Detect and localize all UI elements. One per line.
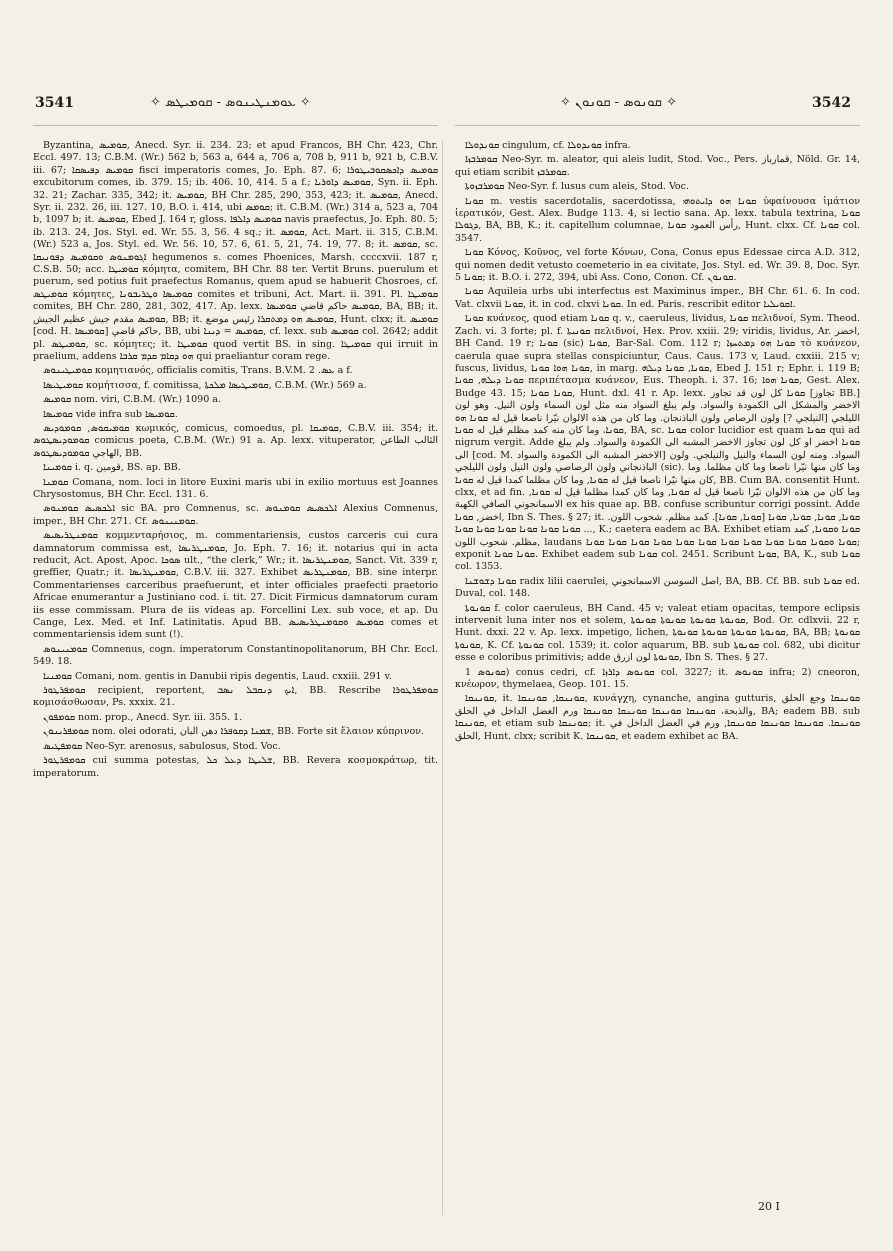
dictionary-entry: ܩܘܢܐ κυάνεος, quod etiam ܩܘܢܐ q. v., caeruleus, lividus, ܩܘܢܐ πελιδνοί, Sym. Theod. Zach. vi. 3 forte; pl. f. ܩܘܢܝܬܐ πελιδνοί, Hex. Prov. xxiii. 29; viridis, lividus, Ar. اخضر, BH Cand. 19 r; ܩܘܢܐ (sic) ܩܘܢܐ, Bar-Sal. Com. 112 r; ܩܘܢܐ ܗܘ ܕܡܬܚܙܐ τὸ κυάνεον, caerula quae supra stellas conspiciuntur, Caus. Caus. 173 v, Laud. cxxiii. 215 v; fuscus, lividus, ܩܘܢܐ ܗܘܐ ܩܘܢܐ, in marg. ܩܘܢܐ, ܩܘܢܐ ܕܝܠܗ, Ebed J. 151 r; Ephr. i. 119 B; ܩܘܢܐ ܕܝܠܗ, ܩܘܢܐ περιπέτασμα κυάνεον, Eus. Theoph. i. 37. 16; ܩܘܢܐ ܗܘܐ, Gest. Alex. Budge 43. 15; ܩܘܢܐ ܩܘܢܐ, Hunt. dxl. 41 r. Ap. lexx. ܩܘܢܐ كل لون قد تجاوز [تجاوز BB.] الاخضر والمشكل الى الكمودة والسواد. ولم يبلغ السواد منه مثل لون السماء ولون النيل. وهو لون الليلجي [النيلجي ?] ولون الرصاص ولون الباذنجان. وما كان من هذه الالوان نيّرا ناصعا قيل له ܩܘܢܐ ܗܘ ܩܘܢܐ، وما كان منه كمد مظلم قيل له ܩܘܢܐ, BA, sc. ܩܘܢܐ color lucidior est quam ܩܘܢܐ qui ad nigrum vergit. Adde ܩܘܢܐ اخضر او كل لون تجاوز الاخضر المشبه الى الكمودة والسواد. ولم يبلغ الى [cod. M. الاخضر المشبه الى الكمودة والسواد] السواد. ومنه لون السماء والنيل والنيلجي. ولون الباذنجاني ولون الرصاصي ولون النيل ولون الليلجي (sic). وما كان منها نيّرا ناصعا وما كان مظلما. وما كان منها نيّرا ناصعا قيل له ܩܘܢܐ, وما كان مظلما كمدا قيل له ܩܘܢܐ, BB. Cum BA. consentit Hunt. clxx, et ad fin. وما كان من هذه الالوان نيّرا ناصعا قيل له ܩܘܢܐ, وما كان كمدا مظلما قيل له ܩܘܢܐ, الاسمانجوني الصافي الكهبة ex his quae ap. BB. confuse scribuntur corrigi possint. Adde اخضر, ܩܘܢܐ, Ibn S. Thes. § 27; it. ܩܘܢܐ, ܩܘܢܐ, ܩܘܢܐ, ܩܘܢܐ [ܩܘܢܐ, ܩܘܢܐ]. كمد مظلم. شحوب اللون. ... ܩܘܢܐ ܩܘܢܐ ܩܘܢܐ ܩܘܢܐ ܩܘܢܐ ܩܘܢܐ, K.; caetera eadem ac BA. Exhibet etiam ܩܘܢܐ ܘܩܘܢܐ, كمد مظلم. شحوب اللون, laudans ܩܘܢܐ ܘܩܘܢܐ ܩܘܢܐ ܩܘܢܐ ܩܘܢܐ ܩܘܢܐ ܩܘܢܐ ܩܘܢܐ ܩܘܢܐ ܩܘܢܐ ܩܘܢܐ ܩܘܢܐ; exponit ܩܘܢܐ ܩܘܢܐ. Exhibet eadem sub ܩܘܢܐ col. 2451. Scribunt ܩܘܢܐ, BA, K., sub ܩܘܢܐ col. 1353. — [455, 313, 861, 573]
dictionary-entry: ܩܘܡܦܪܛܘܪ recipient, reportent, ܐܝܟ ܕܢܩܒܠ ܢܣܒ, BB. Rescribe ܩܘܡܦܪܛܘܪܐ κομισάσθωσαν, Ps. xxxix. 21. — [33, 685, 438, 709]
dictionary-entry: Byzantina, ܩܘܡܝܣ, Anecd. Syr. ii. 234. 23; et apud Francos, BH Chr. 423, Chr. Eccl. 497. 13; C.B.M. (Wr.) 562 b, 563 a, 644 a, 706 a, 708 b, 911 b, 921 b, C.B.V. iii. 67; ܩܘܡܝܣ ܕܦܝܣܩܐ fisci imperatoris comes, Jo. Eph. 87. 6; ܩܘܡܝܣ ܕܐܟܣܩܘܒܝܛܘܪܐ excubitorum comes, ib. 379. 15; ib. 406. 10, 414. 5 a f.; ܩܘܡܝܣ ܕܐܘܪܝܐ, Syn. ii. Eph. 32. 21; Zachar. 335, 342; it. ܩܘܡܝܣ, BH Chr. 285, 290, 353, 423; it. ܩܘܡܝܣ, Anecd. Syr. ii. 232. 26, iii. 127. 10, B.O. i. 414, ubi ܩܘܡܣ; it. C.B.M. (Wr.) 314 a, 523 a, 704 b, 1097 b; it. ܩܘܡܝܣ, Ebed J. 164 r, gloss. ܩܘܡܝܣ ܕܐܠܦܐ navis praefectus, Jo. Eph. 80. 5; ib. 213. 24, Jos. Styl. ed. Wr. 55. 3, 56. 4 sq.; it. ܩܘܡܣ, Act. Mart. ii. 315, C.B.M. (Wr.) 523 a, Jos. Styl. ed. Wr. 56. 10, 57. 6, 61. 5, 21, 74. 19, 77. 8; it. ܩܘܡܣ, sc. ܐܓܘܡܢܘܣ ܘܩܘܡܝܣ ܕܦܘܢܝܩܐ hegumenos s. comes Phoenices, Marsh. ccccxvii. 187 r, C.S.B. 50; acc. ܩܘܡܝܛܐ κόμητα, comitem, BH Chr. 88 ter. Vertit Bruns. puerulum et puerum, sed potius fuit praefectus Romanus, quem apud se habuerit Chosroes, cf. ܩܘܡܝܛܣ κόμητες, ܩܘܡܝܣܐ ܘܛܪܝܒܘܢܐ comites et tribuni, Act. Mart. ii. 391. Pl. ܩܘܡܝܛܐ comites, BH Chr. 280, 281, 302, 417. Ap. lexx. ܩܘܡܝܣ حاكم قاضي ܩܘܡܝܣܐ, BA, BB; it. ܩܘܡܝܣ مقدم جيش عظيم الجيش, BB; it. ܩܘܡܝܣ ܗܘ ܕܡܬܩܪܐ رئيس موضع, Hunt. clxx; it. ܩܘܡܝܣ [cod. H. ܩܘܡܝܣܐ] حاكم قاضي, BB, ubi ܩܘܡܝܣ = ܕܝܢܐ, cf. lexx. sub ܩܘܡܝܣ col. 2642; addit pl. ܩܘܡܝܛܣ, sc. κόμητες; it. ܩܘܡܝܛܐ quod vertit BS. in sing. ܩܘܡܝܛܐ qui irruit in praelium, addens ܗܘ ܕܩܐܡ ܩܕܡ ܩܪܒܐ qui praeliantur coram rege. — [33, 140, 439, 362]
dictionary-entry: ܩܘܡܝܣܐ vide infra sub ܩܘܡܝܣܐ. — [43, 408, 178, 420]
dictionary-entry: ܩܘܡܝܩܘܣ, ܩܘܡܘܕܝܣ κωμικός, comicus, comoedus, pl. ܩܘܡܝܩܐ, C.B.V. iii. 354; it. ܩܘܡܘܕܝܣܛܘܣ comicus poeta, C.B.M. (Wr.) 91 a. Ap. lexx. vituperator, الثالب الطاعن الهاجي ܩܘܡܘܕܝܣܛܘܣ, BB. — [33, 422, 438, 459]
dictionary-entry: ܩܘܢܐ Κόνος, Κοῦνος, vel forte Κόνων, Cona, Conus epus Edessae circa A.D. 312, qui nomen dedit vetusto coemeterio in ea civitate, Jos. Styl. ed. Wr. 39. 8, Doc. Syr. ܩܘܢܐ 5; it. B.O. i. 272, 394, ubi Ass. Cono, Conon. Cf. ܩܘܢܘܢ. — [455, 247, 860, 284]
right-page-number: 3542 — [812, 95, 851, 111]
right-header-rule — [455, 125, 860, 126]
dictionary-entry: ܩܘܡܪܒܙܐ Neo-Syr. m. aleator, qui aleis ludit, Stod. Voc., Pers. قمارباز, Nöld. Gr. 14, qui etiam scribit ܩܘܡܪܒܙ. — [455, 154, 861, 178]
dictionary-entry: ܩܘܢܢܩܐ, it. ܩܘܢܢܩܐ, ܩܘܢܢܩܐ, κυνάγχη, cynanche, angina gutturis, ܩܘܢܢܩܐ وجع الحلق والذبحة، ܩܘܢܢܩܐ ܩܘܢܢܩܐ ܩܘܢܢܩܐ ܩܘܢܢܩܐ ورم العضل الداخل في الحلق, BA; eadem BB. sub ܩܘܢܢܩܐ, et etiam sub ܩܘܢܢܩܐ; it. ܩܘܢܢܩܐ. ܩܘܢܢܩܐ ܩܘܢܢܩܐ ܩܘܢܢܩܐ, ورم في العضل الداخل في الحلق, Hunt. clxx; scribit K. ܩܘܢܢܩܐ, et eadem exhibet ac BA. — [455, 693, 861, 742]
left-page-number: 3541 — [35, 95, 74, 111]
dictionary-entry: ܩܘܡܢܛܪܝܣܝܣ κομμενταρήσιος, m. commentariensis, custos carceris cui cura damnatorum commissa est, ܩܘܡܢܛܪܝܣܐ, Jo. Eph. 7. 16; it. notarius qui in acta reducit, Act. Apost. Apoc. ܣܘܟܐ ult., “the clerk,” Wr.; it. ܩܘܡܢܛܪܝܣܐ, Sanct. Vit. 339 r, greffier, Quatr.; it. ܩܘܡܢܛܪܝܣܐ, C.B.V. iii. 327. Exhibet ܩܘܡܢܛܪܝܣ, BB. sine interpr. Commentarienses carceribus praefuerunt, et inter officiales praefecti praetorio Africae enumerantur a Justiniano cod. i. tit. 27. Dicit Firmicus damnatorum curam iis esse commissam. Plura de iis videas ap. Forcellini Lex. sub voce, et ap. Du Cange, Lex. Med. et Inf. Latinitatis. Apud BB. ܩܘܡܝܣ ܘܩܘܡܢܛܪܝܣܝܣ comes et commentariensis idem sunt (!). — [33, 530, 439, 641]
dictionary-entry: ܩܘܡܝܛܝܢܘܣ κομητιανός, officialis comitis, Trans. B.V.M. ܥܣ. 2 a f. — [43, 365, 353, 377]
dictionary-entry: ܩܘܡܦܘܢ nom. prop., Anecd. Syr. iii. 355. 1. — [43, 711, 243, 723]
dictionary-entry: ܩܘܡܪܒܙܘܬܐ Neo-Syr. f. lusus cum aleis, Stod. Voc. — [465, 181, 689, 193]
dictionary-entry: ܩܘܢܘܣ 1) conus cedri, cf. ܩܘܢܘܣ ܕܐܪܙܐ col. 3227; it. ܩܘܢܘܣ infra; 2) cneoron, κνέωρον, thymelaea, Geop. 101. 15. — [455, 666, 860, 691]
dictionary-entry: ܩܘܡܝܣ nom. viri, C.B.M. (Wr.) 1090 a. — [43, 394, 221, 406]
signature-mark: 20 I — [758, 1200, 780, 1213]
column-divider — [442, 140, 443, 1215]
left-header-rule — [33, 125, 438, 126]
dictionary-entry: ܩܘܢܘܬܐ f. color caeruleus, BH Cand. 45 v; valeat etiam opacitas, tempore eclipsis intervenit luna inter nos et solem, ܩܘܢܘܬܐ ܩܘܢܘܬܐ ܩܘܢܘܬܐ ܩܘܢܘܬܐ, Bod. Or. cdlxvii. 22 r, Hunt. dxxi. 22 v. Ap. lexx. impetigo, lichen, ܩܘܢܘܬܐ ܩܘܢܘܬܐ ܩܘܢܘܬܐ ܩܘܢܘܬܐ, BA, BB; ܩܘܢܘܬܐ ܩܘܢܘܬܐ, K. Cf. ܩܘܢܘܬܐ col. 1539; it. color aquarum, BB. sub ܩܘܢܘܬܐ col. 682, ubi dicitur esse e coloribus primitivis; adde ܩܘܢܘܬܐ لون ازرق, Ibn S. Thes. § 27. — [455, 602, 861, 664]
dictionary-entry: ܩܘܡܝܛܝܣܐ κομήτισσα, f. comitissa, ܩܘܡܝܛܝܣܐ ܡܠܟܬܐ, C.B.M. (Wr.) 569 a. — [43, 379, 367, 391]
dictionary-entry: ܩܘܡܢܐ Comana, nom. loci in litore Euxini maris ubi in exilio mortuus est Joannes Chrysostomus, BH Chr. Eccl. 131. 6. — [33, 476, 438, 500]
dictionary-entry: ܩܘܡܦܛܝܣ Neo-Syr. arenosus, sabulosus, Stod. Voc. — [43, 740, 281, 752]
dictionary-entry: ܩܘܡܢܝܐ Comani, nom. gentis in Danubii ripis degentis, Laud. cxxiii. 291 v. — [43, 670, 392, 682]
right-running-head: ✧ ܩܘܢܘܣ - ܩܘܢܘܢ ✧ — [560, 95, 677, 110]
dictionary-entry: ܩܘܢܐ m. vestis sacerdotalis, sacerdotissa, ܩܘܢܐ ܗܘ ܕܐܝܬܘܗܝ ὑφαίνουσα ἱμάτιον ἱερατικόν, Gest. Alex. Budge 113. 4, si lectio sana. Ap. lexx. tabula textrina, ܩܘܢܐ ܕܓܘܠܐ, BA, BB, K.; it. capitellum columnae, رأس العمود ܩܘܢܐ, Hunt. clxx. Cf. ܩܘܢܐ col. 3547. — [455, 195, 861, 244]
dictionary-entry: ܐܠܟܣܝܣ ܩܘܡܢܘܣ sic BA. pro Comnenus, sc. ܐܠܟܣܝܣ ܩܘܡܢܘܣ Alexius Comnenus, imper., BH Chr. 271. Cf. ܩܘܡܢܝܢܘܣ. — [33, 503, 439, 527]
left-column — [33, 140, 438, 782]
right-column — [455, 140, 860, 745]
dictionary-entry: ܩܘܢܕܘܠܐ cingulum, cf. ܩܘܢܕܘܠܐ infra. — [465, 140, 631, 151]
dictionary-entry: ܩܘܡܦܪܛܘܪ cui summa potestas, ܫܠܝܛܐ ܕܥܠ ܟܠ, BB. Revera κοσμοκράτωρ, tit. imperatorum. — [33, 755, 439, 779]
dictionary-entry: ܩܘܡܝܢܐ i. q. قومين, BS. ap. BB. — [43, 462, 181, 474]
left-running-head: ✧ ܥܘܡܢܛܝܢܘܣ - ܩܘܡܝܛܣ ✧ — [150, 95, 311, 110]
dictionary-entry: ܩܘܡܢܝܢܘܣ Comnenus, cogn. imperatorum Constantinopolitanorum, BH Chr. Eccl. 549. 18. — [33, 643, 438, 668]
dictionary-entry: ܩܘܢܐ ܕܫܘܫܢܐ radix lilii caerulei, اصل السوسن الاسمانجوني, BA, BB. Cf. BB. sub ܩܘܢܐ ed. Duval, col. 148. — [455, 575, 860, 600]
dictionary-entry: ܩܘܢܐ Aquileia urbs ubi interfectus est Maximinus imper., BH Chr. 61. 6. In cod. Vat. clxvii ܩܘܢܐ, it. in cod. clxvi ܩܘܢܐ. In ed. Paris. rescribit editor ܐܩܘܝܠܝܐ. — [455, 286, 860, 310]
dictionary-entry: ܩܘܡܦܪܝܢܘܢ nom. olei odorati, ܫܡܢܐ ܕܩܘܦܪܐ دهن البان, BB. Forte sit ἔλαιον κύπρινον. — [43, 726, 425, 738]
